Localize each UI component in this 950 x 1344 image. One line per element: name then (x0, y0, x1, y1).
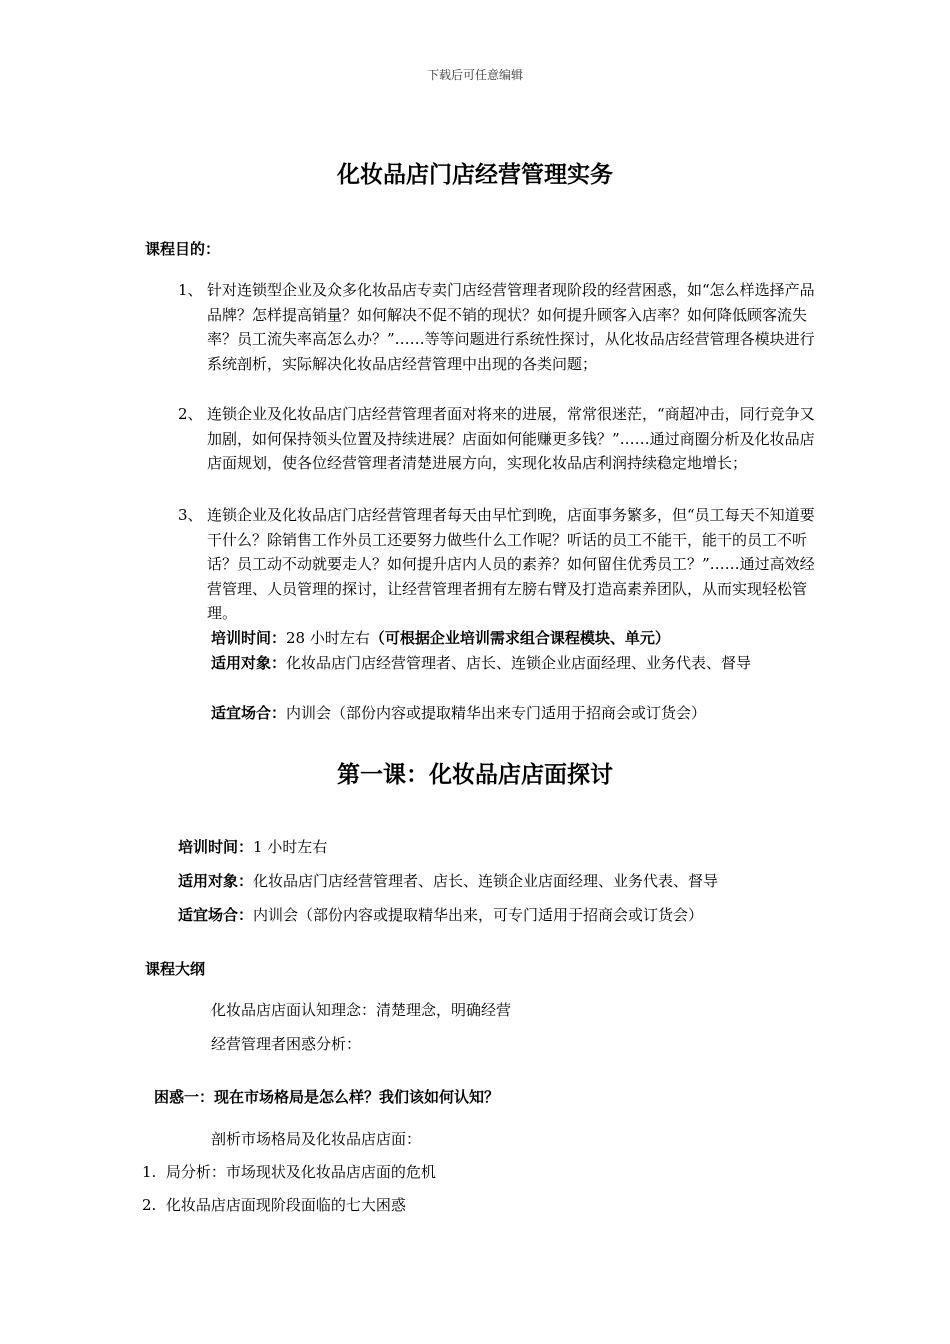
purpose-heading: 课程目的： (145, 240, 221, 258)
purpose-item (178, 278, 818, 376)
venue-label: 适宜场合： (211, 704, 287, 722)
analysis-line: 剖析市场格局及化妆品店店面： (211, 1130, 422, 1148)
header-note: 下载后可任意编辑 (426, 68, 523, 82)
purpose-item-text: 针对连锁型企业及众多化妆品店专卖门店经营管理者现阶段的经营困惑，如“怎么样选择产品品牌？怎样提高销量？如何解决不促不销的现状？如何提升顾客入店率？如何降低顾客流失率？员工流失率高怎么办？”……等等问题进行系统性探讨，从化妆品店经营管理各模块进行系统剖析，实际解决化妆品店经营管理中出现的各类问题； (207, 281, 815, 373)
lesson-time-value: 1 小时左右 (253, 838, 328, 856)
audience-label: 适用对象： (211, 654, 287, 672)
numbered-item (142, 1161, 436, 1182)
numbered-item-text: 化妆品店店面现阶段面临的七大困惑 (165, 1196, 406, 1214)
purpose-item-text: 连锁企业及化妆品店门店经营管理者每天由早忙到晚，店面事务繁多，但“员工每天不知道要干什么？除销售工作外员工还要努力做些什么工作呢？听话的员工不能干，能干的员工不听话？员工动不动就要走人？如何提升店内人员的素养？如何留住优秀员工？”……通过高效经营管理、人员管理的探讨，让经营管理者拥有左膀右臂及打造高素养团队，从而实现轻松管理。 (207, 506, 815, 623)
lesson-title: 第一课：化妆品店店面探讨 (337, 762, 613, 788)
lesson-venue-label: 适宜场合： (178, 906, 254, 924)
course-training-time (211, 626, 811, 651)
purpose-item (178, 402, 818, 476)
numbered-item-text: 局分析：市场现状及化妆品店店面的危机 (165, 1163, 436, 1181)
course-audience (211, 651, 811, 676)
lesson-audience-value: 化妆品店门店经营管理者、店长、连锁企业店面经理、业务代表、督导 (253, 872, 719, 890)
numbered-item (142, 1194, 406, 1215)
course-venue (211, 701, 811, 726)
training-time-note: （可根据企业培训需求组合课程模块、单元） (369, 629, 670, 647)
purpose-item-number: 1、 (178, 281, 203, 299)
confusion-heading: 困惑一：现在市场格局是怎么样？我们该如何认知？ (154, 1088, 500, 1106)
training-time-value: 28 小时左右 (286, 629, 370, 647)
outline-heading: 课程大纲 (145, 960, 206, 978)
purpose-item-text: 连锁企业及化妆品店门店经营管理者面对将来的进展，常常很迷茫，“商超冲击，同行竞争又加剧，如何保持领头位置及持续进展？店面如何能赚更多钱？”……通过商圈分析及化妆品店店面规划，使各位经营管理者清楚进展方向，实现化妆品店利润持续稳定地增长； (207, 405, 815, 473)
outline-line: 经营管理者困惑分析： (211, 1035, 362, 1053)
numbered-item-number: 1. (142, 1163, 157, 1181)
venue-value: 内训会（部份内容或提取精华出来专门适用于招商会或订货会） (286, 704, 707, 722)
purpose-item-number: 3、 (178, 506, 203, 524)
lesson-venue (178, 904, 703, 925)
purpose-item (178, 503, 818, 626)
document-title: 化妆品店门店经营管理实务 (337, 162, 613, 188)
lesson-training-time (178, 836, 327, 857)
outline-line: 化妆品店店面认知理念：清楚理念，明确经营 (211, 1001, 512, 1019)
lesson-time-label: 培训时间： (178, 838, 254, 856)
numbered-item-number: 2. (142, 1196, 157, 1214)
lesson-audience (178, 870, 718, 891)
lesson-audience-label: 适用对象： (178, 872, 254, 890)
audience-value: 化妆品店门店经营管理者、店长、连锁企业店面经理、业务代表、督导 (286, 654, 752, 672)
training-time-label: 培训时间： (211, 629, 287, 647)
lesson-venue-value: 内训会（部份内容或提取精华出来，可专门适用于招商会或订货会） (253, 906, 704, 924)
purpose-item-number: 2、 (178, 405, 203, 423)
